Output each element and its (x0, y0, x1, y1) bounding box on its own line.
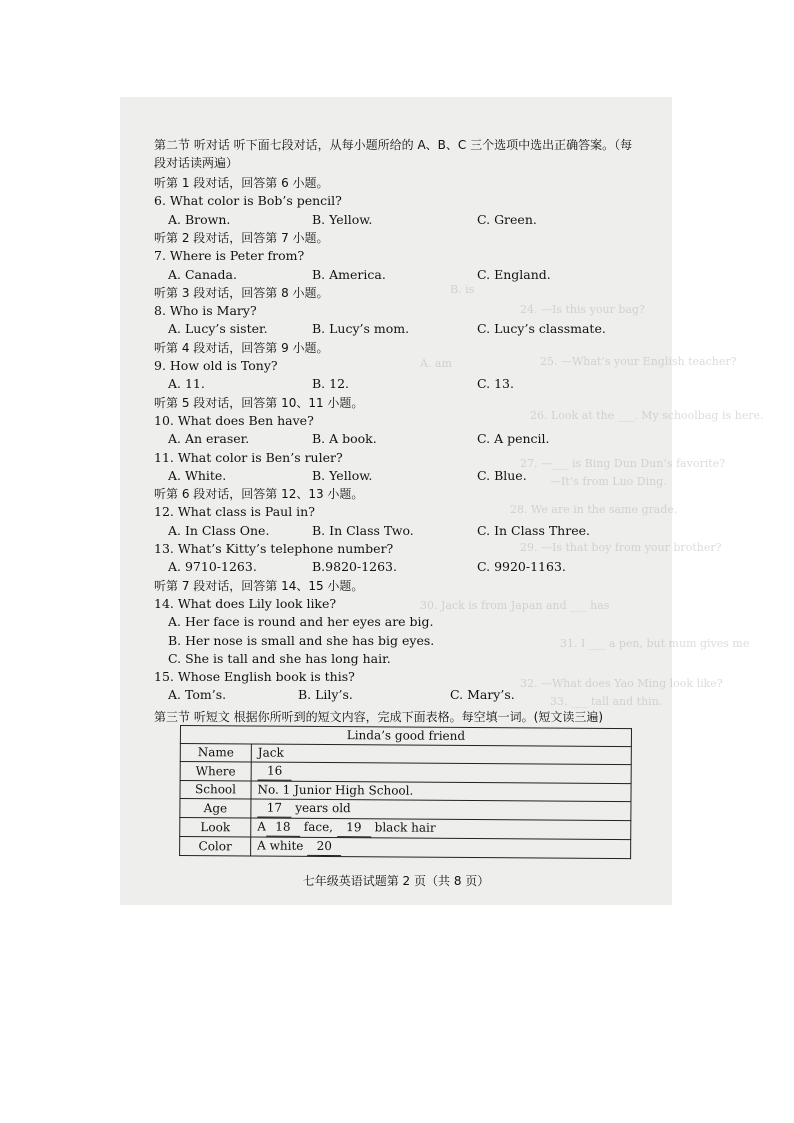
option-b[interactable]: B. 12. (312, 376, 350, 391)
bleed-text: 28. We are in the same grade. (510, 503, 678, 516)
dialogue-cue: 听第 6 段对话，回答第 12、13 小题。 (154, 487, 364, 501)
bleed-text: B. is (450, 283, 475, 296)
option-b[interactable]: B. Yellow. (312, 212, 373, 227)
table-title: Linda’s good friend (180, 726, 631, 747)
section3-header: 第三节 听短文 根据你所听到的短文内容，完成下面表格。每空填一词。(短文读三遍) (154, 710, 603, 724)
option-a[interactable]: A. Tom’s. (168, 687, 227, 702)
bleed-text: 26. Look at the ___. My schoolbag is here. (530, 409, 764, 422)
question-text: 7. Where is Peter from? (154, 248, 305, 263)
option-a[interactable]: A. In Class One. (168, 523, 270, 538)
look-mid: face, (303, 819, 334, 835)
option-c[interactable]: C. England. (477, 267, 551, 282)
option-a[interactable]: A. Canada. (168, 267, 237, 282)
option-line[interactable]: B. Her nose is small and she has big eyes. (168, 633, 435, 648)
row-value-color (251, 837, 631, 859)
blank-17[interactable]: 17 (257, 800, 291, 818)
option-a[interactable]: A. 11. (168, 376, 205, 391)
option-c[interactable]: C. 9920-1163. (477, 559, 566, 574)
option-b[interactable]: B. Lily’s. (298, 687, 353, 702)
option-b[interactable]: B. A book. (312, 431, 377, 446)
option-a[interactable]: A. Lucy’s sister. (168, 321, 268, 336)
question-text: 12. What class is Paul in? (154, 504, 315, 519)
row-label-age: Age (180, 799, 251, 818)
color-prefix: A white (257, 838, 304, 853)
dialogue-cue: 听第 2 段对话，回答第 7 小题。 (154, 231, 329, 245)
option-a[interactable]: A. An eraser. (168, 431, 250, 446)
option-b[interactable]: B.9820-1263. (312, 559, 397, 574)
dialogue-cue: 听第 4 段对话，回答第 9 小题。 (154, 341, 329, 355)
bleed-text: 24. —Is this your bag? (520, 303, 645, 316)
option-c[interactable]: C. Mary’s. (450, 687, 515, 702)
dialogue-cue: 听第 3 段对话，回答第 8 小题。 (154, 286, 329, 300)
bleed-text: A. am (420, 357, 452, 370)
question-text: 9. How old is Tony? (154, 358, 278, 373)
row-value-look (251, 818, 631, 840)
page-footer: 七年级英语试题第 2 页（共 8 页） (302, 874, 490, 888)
option-b[interactable]: B. In Class Two. (312, 523, 414, 538)
row-label-color: Color (180, 837, 251, 856)
row-label-school: School (180, 781, 251, 799)
option-c[interactable]: C. In Class Three. (477, 523, 590, 538)
option-a[interactable]: A. White. (168, 468, 227, 483)
row-label-where: Where (180, 762, 251, 781)
question-text: 10. What does Ben have? (154, 413, 314, 428)
bleed-text: 30. Jack is from Japan and ___ has (420, 599, 610, 612)
question-text: 14. What does Lily look like? (154, 596, 337, 611)
row-value-school: No. 1 Junior High School. (251, 781, 631, 802)
question-text: 6. What color is Bob’s pencil? (154, 193, 342, 208)
bleed-text: 29. —Is that boy from your brother? (520, 541, 722, 554)
blank-20[interactable]: 20 (307, 838, 341, 856)
bleed-text: 25. —What’s your English teacher? (540, 355, 737, 368)
look-prefix: A (257, 819, 267, 834)
dialogue-cue: 听第 7 段对话，回答第 14、15 小题。 (154, 579, 364, 593)
bleed-text: 31. I ___ a pen, but mum gives me (560, 637, 750, 650)
scanned-page (120, 97, 764, 905)
option-line[interactable]: A. Her face is round and her eyes are big. (168, 614, 434, 629)
blank-19[interactable]: 19 (337, 819, 371, 837)
bleed-text: 27. —___ is Bing Dun Dun’s favorite? (520, 457, 726, 470)
row-label-look: Look (180, 818, 251, 837)
blank-16[interactable]: 16 (258, 763, 292, 781)
question-text: 11. What color is Ben’s ruler? (154, 450, 343, 465)
bleed-text: —It’s from Luo Ding. (550, 475, 667, 488)
exam-content (120, 97, 672, 905)
blank-18[interactable]: 18 (266, 819, 300, 837)
question-text: 15. Whose English book is this? (154, 669, 355, 684)
option-c[interactable]: C. A pencil. (477, 431, 550, 446)
option-b[interactable]: B. Lucy’s mom. (312, 321, 410, 336)
option-line[interactable]: C. She is tall and she has long hair. (168, 651, 391, 666)
bleed-text: 32. —What does Yao Ming look like? (520, 677, 723, 690)
option-c[interactable]: C. Lucy’s classmate. (477, 321, 606, 336)
question-text: 13. What’s Kitty’s telephone number? (154, 541, 394, 556)
row-value-age (251, 799, 631, 821)
dialogue-cue: 听第 5 段对话，回答第 10、11 小题。 (154, 396, 364, 410)
bleed-text: 33. ___ tall and thin. (550, 695, 663, 708)
section2-header-cont: 段对话读两遍） (154, 156, 239, 170)
option-c[interactable]: C. Green. (477, 212, 537, 227)
look-suffix: black hair (374, 820, 436, 835)
row-value-name: Jack (251, 744, 631, 765)
option-a[interactable]: A. 9710-1263. (168, 559, 257, 574)
option-b[interactable]: B. Yellow. (312, 468, 373, 483)
question-text: 8. Who is Mary? (154, 303, 257, 318)
age-suffix: years old (295, 800, 351, 816)
option-c[interactable]: C. Blue. (477, 468, 527, 483)
row-value-where (251, 762, 631, 784)
option-c[interactable]: C. 13. (477, 376, 514, 391)
option-a[interactable]: A. Brown. (168, 212, 231, 227)
option-b[interactable]: B. America. (312, 267, 386, 282)
section2-header: 第二节 听对话 听下面七段对话，从每小题所给的 A、B、C 三个选项中选出正确答案。（每 (154, 138, 633, 152)
dialogue-cue: 听第 1 段对话，回答第 6 小题。 (154, 176, 329, 190)
info-table (179, 725, 632, 859)
row-label-name: Name (180, 744, 251, 762)
